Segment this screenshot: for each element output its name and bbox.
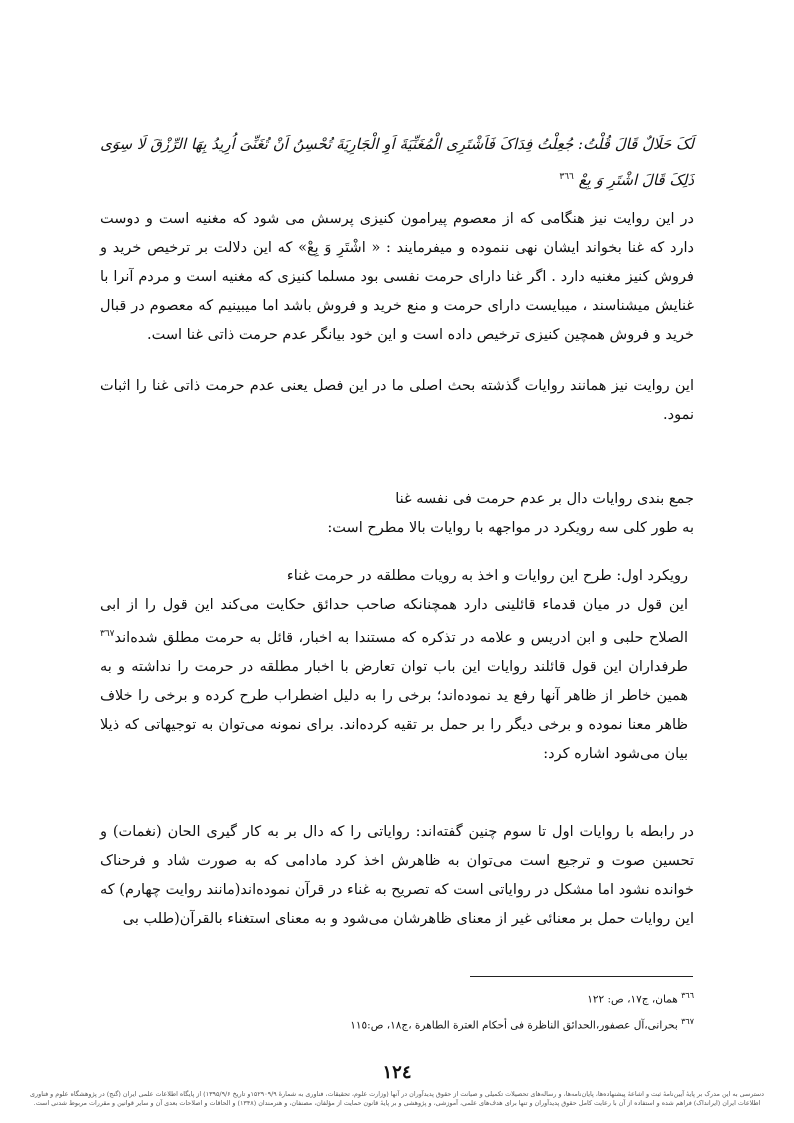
paragraph-conclusion: این روایت نیز همانند روایات گذشته بحث اصلی ما در این فصل یعنی عدم حرمت ذاتی غنا را اثبات نمود.: [100, 378, 694, 423]
section-title: جمع بندی روایات دال بر عدم حرمت فی نفسه غنا: [395, 491, 694, 507]
copyright-line-2: اطلاعات ایران (ایرانداک) فراهم شده و استفاده از آن با رعایت کامل حقوق پدیدآوران و تنها برای هدف‌های علمی، آموزشی، و پژوهشی و بر پایهٔ قانون حمایت از مؤلفان، مصنفان، و هنرمندان (۱۳۴۸) و الحاقات و اصلاحات بعدی آن و سایر قوانین و مقررات مربوط شدنی است.: [33, 1099, 761, 1107]
footnote-separator: [470, 976, 693, 977]
section-subtitle: به طور کلی سه رویکرد در مواجهه با روایات بالا مطرح است:: [327, 520, 694, 536]
footnote-number: ٣٦٧: [681, 1016, 694, 1026]
approach-one-block: [100, 562, 694, 769]
footnote-366: [300, 985, 694, 1011]
footnote-367: [300, 1011, 694, 1037]
arabic-quote-line-1: لَکَ حَلَالٌ قَالَ قُلْتُ: جُعِلْتُ فِدَاکَ فَاَشْتَرِی الْمُغَنِّیَةَ اَوِ الْجَارِیَةَ تُحْسِنُ اَنْ تُغَنِّیَ اُرِیدُ بِهَا الرِّزْقَ لَا سِوَی: [100, 135, 694, 153]
approach-one-intro-text: این قول در میان قدماء قائلینی دارد همچنانکه صاحب حدائق حکایت می‌کند این قول را از ابی الصلاح حلبی و ابن ادریس و علامه در تذکره که مستندا به اخبار، قائل به حرمت مطلق شده‌اند: [100, 597, 688, 646]
footnote-ref-367[interactable]: ٣٦٧: [100, 629, 115, 639]
arabic-quote-line-2: [100, 161, 694, 197]
footnote-text: بحرانی،آل عصفور،الحدائق الناظرة فی أحکام العترة الطاهرة ،ج١٨، ص:١١٥: [350, 1019, 678, 1031]
footnote-number: ٣٦٦: [681, 991, 694, 1000]
paragraph-explanation: در این روایت نیز هنگامی که از معصوم پیرامون کنیزی پرسش می شود که مغنیه است و دوست دارد که غنا بخواند ایشان نهی ننموده و میفرمایند : « اشْتَرِ وَ بِعْ» که این دلالت بر ترخیص خرید و فروش کنیز مغنیه دارد . اگر غنا دارای حرمت نفسی بود مسلما کنیزی که مغنیه است و مردم آنرا با غنایش میشناسند ، میبایست دارای حرمت و منع خرید و فروش باشد اما میبینیم که معصوم در قبال خرید و فروش همچین کنیزی ترخیص داده است و این خود بیانگر عدم حرمت ذاتی غنا است.: [100, 211, 694, 343]
footnote-text: همان، ج١٧، ص: ١٢٢: [587, 993, 678, 1006]
approach-one-body: طرفداران این قول قائلند روایات این باب توان تعارض با اخبار مطلقه در حرمت را نداشته و به همین خاطر از ظاهر آنها رفع ید نموده‌اند؛ برخی را به دلیل اضطراب طرح کرده و برخی را خلاف ظاهر معنا نموده و برخی دیگر را بر حمل بر تقیه کرده‌اند. برای نمونه می‌توان به توجیهاتی که ذیلا بیان می‌شود اشاره کرد:: [100, 658, 688, 762]
section-heading-group: [100, 485, 694, 543]
paragraph-first-to-third-narrations: در رابطه با روایات اول تا سوم چنین گفته‌اند: روایاتی را که دال بر به کار گیری الحان (نغمات) و تحسین صوت و ترجیع است می‌توان به ظاهرش اخذ کرد مادامی که به صورت شاد و فرحناک خوانده نشود اما مشکل در روایاتی است که تصریح به غناء در قرآن نموده‌اند(مانند روایت چهارم) که این روایات حمل بر معنائی غیر از معنای ظاهرشان می‌شود و به معنای استغناء بالقرآن(طلب بی: [100, 824, 694, 927]
copyright-notice: [8, 1090, 786, 1108]
copyright-line-1: دسترسی به این مدرک بر پایهٔ آیین‌نامهٔ ثبت و اشاعهٔ پیشنهاده‌ها، پایان‌نامه‌ها، و رساله‌های تحصیلات تکمیلی و صیانت از حقوق پدیدآوران در آنها (وزارت علوم، تحقیقات، فناوری به شمارهٔ ۱۵۲۹۰۹/۹و تاریخ ۱۳۹۵/۹/۶) از پایگاه اطلاعات علمی ایران (گنج) در پژوهشگاه علوم و فناوری: [30, 1090, 764, 1098]
footnotes: [300, 985, 694, 1036]
arabic-quote-line-2-text: ذَلِکَ قَالَ اشْتَرِ وَ بِعْ: [578, 171, 694, 189]
footnote-ref-366[interactable]: ٣٦٦: [559, 172, 574, 182]
page-number: ١٢٤: [382, 1062, 412, 1083]
approach-one-intro: [100, 591, 694, 769]
approach-one-heading: رویکرد اول: طرح این روایات و اخذ به رویات مطلقه در حرمت غناء: [286, 568, 688, 584]
arabic-hadith-quote: [100, 128, 694, 197]
